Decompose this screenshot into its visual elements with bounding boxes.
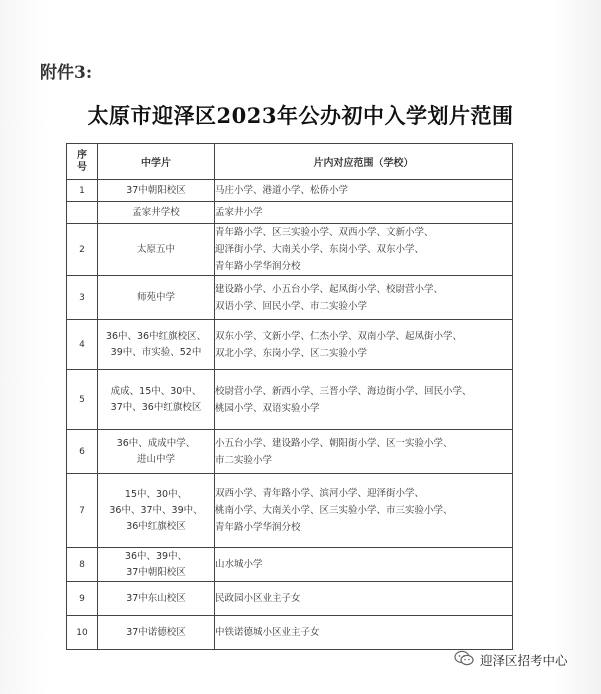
wechat-icon [454, 650, 474, 669]
middle-school-line: 进山中学 [136, 453, 175, 465]
row-serial-number: 10 [67, 616, 98, 650]
middle-school-line: 37中诺德校区 [126, 626, 186, 638]
row-school-range [215, 276, 513, 320]
header-serial-number: 序 号 [67, 144, 98, 180]
school-range-line: 双北小学、东岗小学、区二实验小学 [215, 347, 368, 359]
brand-name: 迎泽区招考中心 [480, 652, 568, 668]
middle-school-line: 37中、36中红旗校区 [110, 401, 202, 413]
middle-school-line: 39中、市实验、52中 [110, 346, 202, 358]
school-range-line: 市二实验小学 [215, 454, 273, 466]
row-middle-school [98, 548, 215, 582]
middle-school-line: 太原五中 [136, 243, 175, 255]
row-middle-school [98, 616, 215, 650]
school-range-line: 迎泽街小学、大南关小学、东岗小学、双东小学、 [215, 244, 425, 255]
school-range-line: 建设路小学、小五台小学、起凤街小学、校尉营小学、 [215, 283, 444, 295]
table-row [67, 474, 513, 548]
middle-school-line: 37中朝阳校区 [126, 566, 186, 578]
school-range-line: 马庄小学、港道小学、松侨小学 [215, 185, 349, 196]
table-header-row [67, 144, 513, 180]
row-school-range [215, 320, 513, 370]
row-middle-school [98, 180, 215, 202]
school-range-line: 桃南小学、大南关小学、区三实验小学、市三实验小学、 [215, 505, 453, 516]
header-school-range: 片内对应范围（学校） [215, 144, 513, 180]
middle-school-line: 15中、30中、 [124, 488, 188, 500]
middle-school-line: 成成、15中、30中、 [110, 385, 202, 397]
middle-school-line: 36中、成成中学、 [116, 437, 196, 449]
school-range-line: 桃园小学、双语实验小学 [215, 402, 320, 414]
row-school-range [215, 548, 513, 582]
school-range-line: 小五台小学、建设路小学、朝阳街小学、区一实验小学、 [215, 437, 453, 449]
row-serial-number: 1 [67, 180, 98, 202]
row-serial-number: 5 [67, 370, 98, 430]
table-row [67, 582, 513, 616]
school-range-line: 青年路小学华润分校 [215, 522, 301, 533]
row-school-range [215, 370, 513, 430]
middle-school-line: 36中、37中、39中、 [109, 504, 203, 516]
table-row [67, 548, 513, 582]
table-row [67, 616, 513, 650]
middle-school-line: 36中、39中、 [124, 550, 188, 562]
row-middle-school [98, 370, 215, 430]
middle-school-line: 师苑中学 [136, 291, 175, 303]
row-serial-number [67, 202, 98, 224]
row-school-range [215, 582, 513, 616]
header-middle-school: 中学片 [98, 144, 215, 180]
row-school-range [215, 224, 513, 276]
row-middle-school [98, 224, 215, 276]
row-middle-school [98, 474, 215, 548]
row-school-range [215, 430, 513, 474]
row-school-range [215, 474, 513, 548]
row-middle-school [98, 202, 215, 224]
middle-school-line: 37中朝阳校区 [126, 184, 186, 196]
document-title: 太原市迎泽区2023年公办初中入学划片范围 [87, 103, 514, 128]
middle-school-line: 36中、36中红旗校区、 [105, 330, 207, 342]
table-row [67, 370, 513, 430]
school-range-line: 中铁诺德城小区业主子女 [215, 627, 320, 638]
school-range-line: 青年路小学华润分校 [215, 261, 301, 272]
row-serial-number: 3 [67, 276, 98, 320]
school-range-line: 双东小学、文新小学、仁杰小学、双南小学、起凤街小学、 [215, 330, 463, 342]
middle-school-line: 37中东山校区 [126, 592, 186, 604]
table-row [67, 430, 513, 474]
row-middle-school [98, 320, 215, 370]
row-serial-number: 7 [67, 474, 98, 548]
school-range-line: 校尉营小学、新西小学、三晋小学、海边街小学、回民小学、 [215, 385, 472, 397]
school-range-line: 孟家井小学 [215, 207, 263, 218]
table-row [67, 320, 513, 370]
row-middle-school [98, 430, 215, 474]
row-school-range [215, 616, 513, 650]
table-row [67, 224, 513, 276]
middle-school-line: 36中红旗校区 [126, 520, 186, 532]
school-range-line: 青年路小学、区三实验小学、双西小学、文新小学、 [215, 227, 434, 238]
row-serial-number: 2 [67, 224, 98, 276]
school-range-line: 双西小学、青年路小学、滨河小学、迎泽街小学、 [215, 488, 425, 499]
table-row [67, 202, 513, 224]
row-serial-number: 4 [67, 320, 98, 370]
middle-school-line: 孟家井学校 [132, 206, 180, 218]
attachment-label: 附件3: [40, 63, 93, 83]
table-row [67, 276, 513, 320]
table-row [67, 180, 513, 202]
school-range-line: 山水城小学 [215, 559, 263, 570]
row-school-range [215, 180, 513, 202]
row-middle-school [98, 276, 215, 320]
row-serial-number: 9 [67, 582, 98, 616]
row-serial-number: 6 [67, 430, 98, 474]
school-range-line: 民政园小区业主子女 [215, 593, 301, 604]
school-range-table [66, 143, 513, 650]
row-middle-school [98, 582, 215, 616]
wechat-brand [454, 650, 568, 669]
row-serial-number: 8 [67, 548, 98, 582]
row-school-range [215, 202, 513, 224]
school-range-line: 双语小学、回民小学、市二实验小学 [215, 300, 368, 312]
